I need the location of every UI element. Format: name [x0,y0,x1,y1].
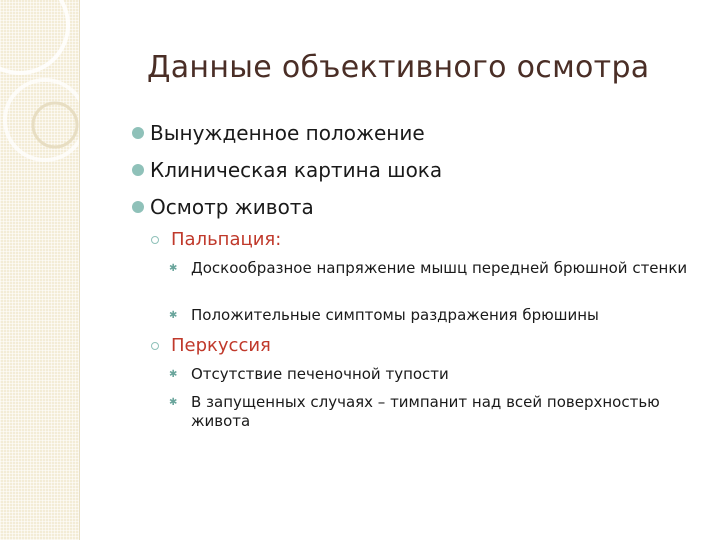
bullet-dot-icon [132,127,144,139]
detail-text: В запущенных случаях – тимпанит над всей поверхностью живота [191,393,660,430]
detail-text: Доскообразное напряжение мышц передней брюшной стенки [191,259,688,277]
star-bullet-icon: ✱ [169,310,178,321]
star-bullet-icon: ✱ [169,397,178,408]
bullet-text: Вынужденное положение [150,121,425,145]
sub-heading-text: Пальпация: [171,229,282,250]
bullet-text: Клиническая картина шока [150,158,443,182]
star-bullet-icon: ✱ [169,369,178,380]
bullet-dot-icon [132,164,144,176]
slide-title: Данные объективного осмотра [147,50,650,85]
bullet-dot-icon [132,201,144,213]
sub-heading-text: Перкуссия [171,335,271,356]
ring-bullet-icon [151,342,159,350]
ring-bullet-icon [151,236,159,244]
detail-text: Отсутствие печеночной тупости [191,365,449,383]
star-bullet-icon: ✱ [169,263,178,274]
detail-text: Положительные симптомы раздражения брюшины [191,306,599,324]
bullet-text: Осмотр живота [150,195,314,219]
